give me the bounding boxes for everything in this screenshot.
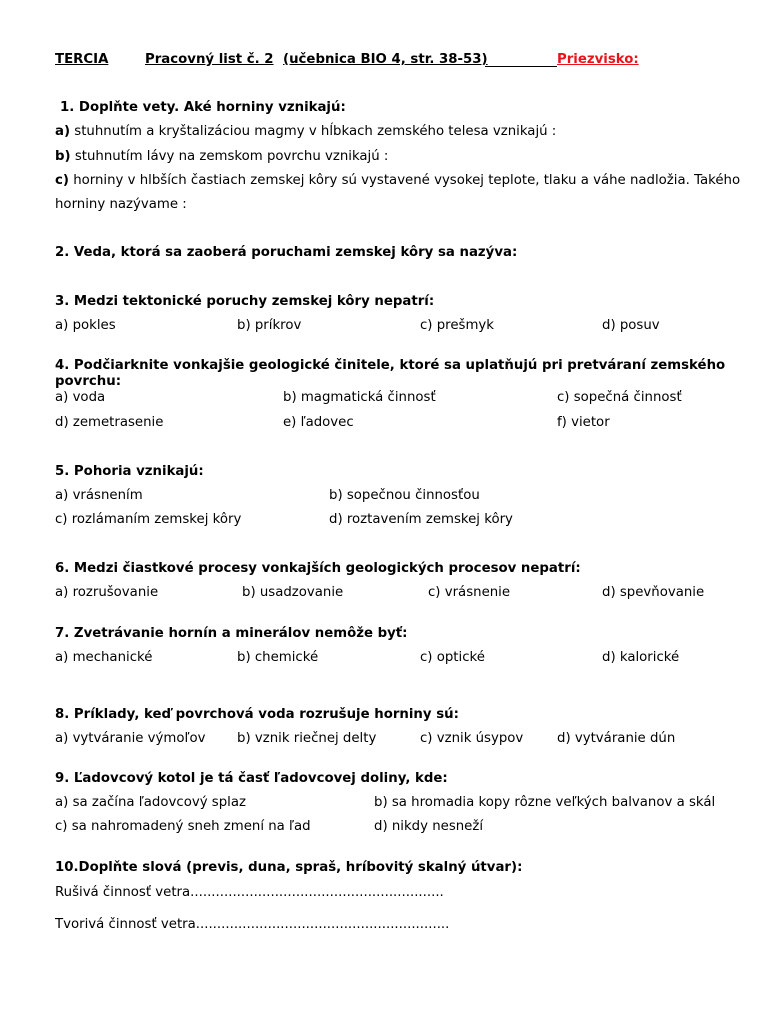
option-c[interactable]: c) rozlámaním zemskej kôry bbox=[55, 512, 242, 527]
option-d[interactable]: d) vytváranie dún bbox=[557, 731, 676, 746]
option-label: a) bbox=[55, 124, 71, 139]
option-label: c) bbox=[55, 173, 69, 188]
option-d[interactable]: d) zemetrasenie bbox=[55, 415, 164, 430]
option-b[interactable]: b) príkrov bbox=[237, 318, 302, 333]
option-label: b) bbox=[55, 149, 71, 164]
question-4-title-continued: povrchu: bbox=[55, 374, 122, 389]
option-c[interactable]: c) vznik úsypov bbox=[420, 731, 524, 746]
option-d[interactable]: d) roztavením zemskej kôry bbox=[329, 512, 513, 527]
surname-label: Priezvisko: bbox=[557, 52, 639, 67]
question-6-title: 6. Medzi čiastkové procesy vonkajších geologických procesov nepatrí: bbox=[55, 561, 581, 576]
option-b[interactable]: b) sopečnou činnosťou bbox=[329, 488, 480, 503]
question-10-title: 10.Doplňte slová (previs, duna, spraš, hríbovitý skalný útvar): bbox=[55, 860, 523, 875]
option-c[interactable]: c) sopečná činnosť bbox=[557, 390, 682, 405]
option-b[interactable]: b) chemické bbox=[237, 650, 319, 665]
option-f[interactable]: f) vietor bbox=[557, 415, 610, 430]
question-9-title: 9. Ľadovcový kotol je tá časť ľadovcovej doliny, kde: bbox=[55, 771, 448, 786]
sheet-title: Pracovný list č. 2 bbox=[145, 52, 274, 67]
option-a[interactable]: a) pokles bbox=[55, 318, 116, 333]
option-text: horniny v hlbších častiach zemskej kôry sú vystavené vysokej teplote, tlaku a váhe nadložia. Takého bbox=[68, 173, 741, 188]
question-1-c bbox=[55, 173, 740, 188]
question-8-title: 8. Príklady, keď povrchová voda rozrušuje horniny sú: bbox=[55, 707, 459, 722]
option-a[interactable]: a) sa začína ľadovcový splaz bbox=[55, 795, 246, 810]
question-1-c-continued: horniny nazývame : bbox=[55, 197, 187, 212]
option-b[interactable]: b) vznik riečnej delty bbox=[237, 731, 377, 746]
question-5-title: 5. Pohoria vznikajú: bbox=[55, 464, 204, 479]
question-7-title: 7. Zvetrávanie hornín a minerálov nemôže byť: bbox=[55, 626, 408, 641]
option-b[interactable]: b) usadzovanie bbox=[242, 585, 344, 600]
question-3-title: 3. Medzi tektonické poruchy zemskej kôry nepatrí: bbox=[55, 294, 435, 309]
question-1-b bbox=[55, 149, 388, 164]
option-text: stuhnutím a kryštalizáciou magmy v hĺbkach zemského telesa vznikajú : bbox=[70, 124, 557, 139]
question-1-a bbox=[55, 124, 556, 139]
grade-label: TERCIA bbox=[55, 52, 109, 67]
option-c[interactable]: c) prešmyk bbox=[420, 318, 494, 333]
option-b[interactable]: b) sa hromadia kopy rôzne veľkých balvanov a skál bbox=[374, 795, 716, 810]
option-d[interactable]: d) posuv bbox=[602, 318, 660, 333]
question-4-title: 4. Podčiarknite vonkajšie geologické činitele, ktoré sa uplatňujú pri pretváraní zemského bbox=[55, 358, 726, 373]
option-b[interactable]: b) magmatická činnosť bbox=[283, 390, 436, 405]
option-a[interactable]: a) vytváranie výmoľov bbox=[55, 731, 206, 746]
option-a[interactable]: a) voda bbox=[55, 390, 106, 405]
option-c[interactable]: c) vrásnenie bbox=[428, 585, 511, 600]
option-a[interactable]: a) rozrušovanie bbox=[55, 585, 159, 600]
option-text: stuhnutím lávy na zemskom povrchu vznikajú : bbox=[70, 149, 389, 164]
fill-line-destructive[interactable]: Rušivá činnosť vetra............................................................ bbox=[55, 885, 444, 900]
option-d[interactable]: d) nikdy nesneží bbox=[374, 819, 484, 834]
option-e[interactable]: e) ľadovec bbox=[283, 415, 354, 430]
option-a[interactable]: a) mechanické bbox=[55, 650, 153, 665]
option-c[interactable]: c) optické bbox=[420, 650, 485, 665]
option-c[interactable]: c) sa nahromadený sneh zmení na ľad bbox=[55, 819, 311, 834]
option-a[interactable]: a) vrásnením bbox=[55, 488, 143, 503]
option-d[interactable]: d) kalorické bbox=[602, 650, 680, 665]
header-underline bbox=[485, 52, 557, 67]
fill-line-constructive[interactable]: Tvorivá činnosť vetra............................................................ bbox=[55, 917, 450, 932]
question-1-title: 1. Doplňte vety. Aké horniny vznikajú: bbox=[60, 100, 346, 115]
option-d[interactable]: d) spevňovanie bbox=[602, 585, 705, 600]
question-2-title: 2. Veda, ktorá sa zaoberá poruchami zemskej kôry sa nazýva: bbox=[55, 245, 518, 260]
textbook-reference: (učebnica BIO 4, str. 38-53) bbox=[283, 52, 488, 67]
